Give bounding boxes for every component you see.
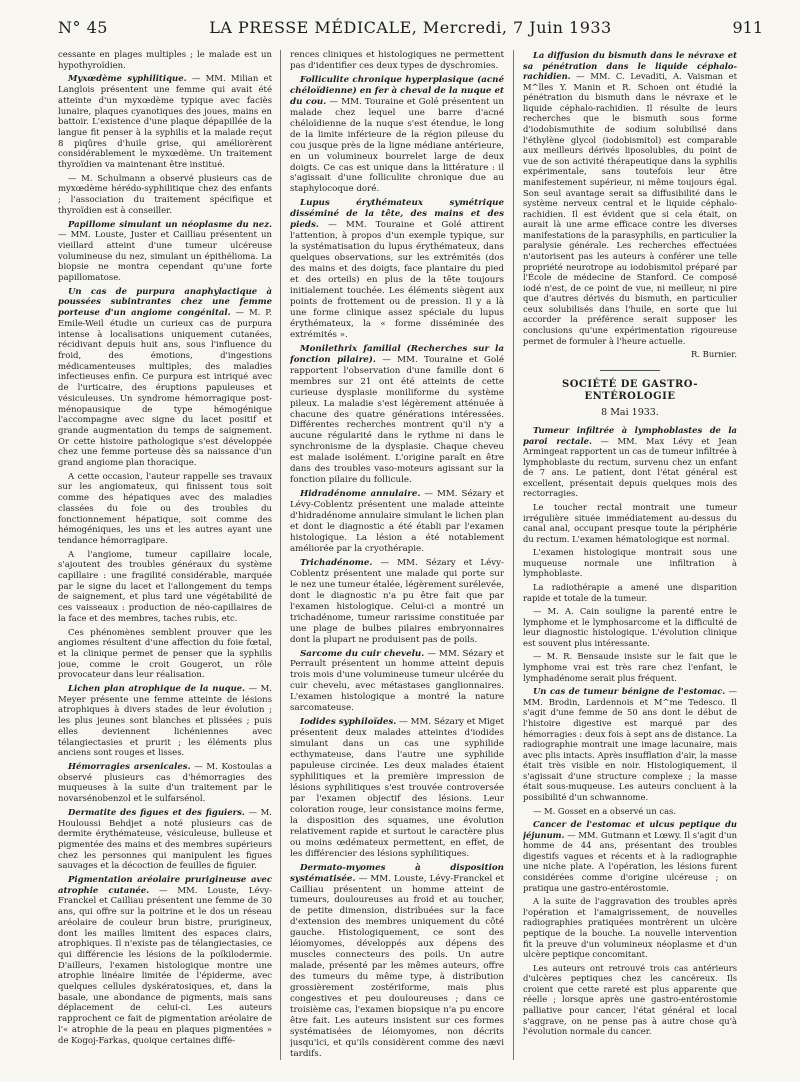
- article-title: Tumeur infiltrée à lymphoblastes de la paroi rectale.: [523, 424, 737, 446]
- article-pigmentation: [58, 875, 272, 1046]
- article-text: — MM. Touraine et Golé présentent un malade chez lequel une barre d'acné chéloïdienne de la nuque s'est étendue, le long de la limite inférieure de la région pileuse du cou jusque près de la ligne médiane antérieure, en un volumineux bourrelet large de deux doigts. Ce cas est unique dans la littérature : il s'agissait d'une folliculite chronique due au staphylocoque doré.: [290, 96, 504, 195]
- paragraph: — M. A. Cain souligne la parenté entre le lymphome et le lymphosarcome et la difficulté de leur diagnostic histologique. L'évolution clinique est souvent plus intéressante.: [523, 606, 737, 648]
- article-cancer-estomac: [523, 819, 737, 893]
- article-text: — MM. Sézary et Lévy-Coblentz présentent une malade atteinte d'hidradénome annulaire simulant le lichen plan et dont le diagnostic a été établi par l'examen histologique. La lésion a été notablement améliorée par la cryothérapie.: [290, 489, 504, 554]
- article-title: Lichen plan atrophique de la nuque.: [68, 684, 246, 695]
- article-title: Dermatite des figues et des figuiers.: [68, 807, 245, 818]
- article-title: Lupus érythémateux symétrique disséminé de la tête, des mains et des pieds.: [290, 198, 504, 231]
- article-title: Trichadénome.: [300, 557, 373, 568]
- column-2: [290, 50, 504, 1070]
- paragraph: — M. Schulmann a observé plusieurs cas de myxœdème hérédo-syphilitique chez des enfants ; l'association du traitement spécifique et thyroïdien est à conseiller.: [58, 173, 272, 216]
- journal-title: LA PRESSE MÉDICALE, Mercredi, 7 Juin 1933: [209, 18, 612, 37]
- article-title: Folliculite chronique hyperplasique (acné chéloïdienne) en fer à cheval de la nuque et du cou.: [290, 74, 504, 107]
- article-text: — M. Houloussi Behdjet a noté plusieurs cas de dermite érythémateuse, vésiculeuse, bulleuse et pigmentée des mains et des membres supérieurs chez les personnes qui manipulent les figues sauvages et la décoction de feuilles de figuier.: [58, 807, 272, 872]
- paragraph: La radiothérapie a amené une disparition rapide et totale de la tumeur.: [523, 582, 737, 603]
- paragraph: Ces phénomènes semblent prouver que les angiomes résultent d'une affection du foie fœtal, et la clinique permet de penser que la syphilis joue, comme le croit Gougerot, un rôle provocateur dans leur réalisation.: [58, 627, 272, 681]
- article-title: Iodides syphiloïdes.: [300, 717, 397, 728]
- article-text: — M. Kostoulas a observé plusieurs cas d'hémorragies des muqueuses à la suite d'un traitement par le novarsénobenzol et le sulfarsénol.: [58, 762, 272, 805]
- issue-number: N° 45: [58, 18, 108, 37]
- article-text: — MM. Sézary et Lévy-Coblentz présentent une malade qui porte sur le nez une tumeur étalée, légèrement surélevée, dont le diagnostic n'a pu être fait que par l'examen histologique. Celui-ci a montré un trichadénome, tumeur rarissime constituée par une plage de bulbes pilaires embryonnaires dont la plupart ne produisent pas de poils.: [290, 557, 504, 645]
- paragraph: A la suite de l'aggravation des troubles après l'opération et l'amaigrissement, de nouvelles radiographies pratiquées montrèrent un ulcère peptique de la bouche. La nouvelle intervention fit la preuve d'un volumineux néoplasme et d'un ulcère peptique concomitant.: [523, 896, 737, 960]
- article-myxoedeme: [58, 74, 272, 170]
- paragraph: A cette occasion, l'auteur rappelle ses travaux sur les angiomateux, qui finissent tous soit comme des hépatiques avec des maladies classées du foie ou des troubles du fonctionnement hépatique, soit comme des hémogéniques, les uns et les autres ayant une tendance hémorragipare.: [58, 471, 272, 546]
- author-signature: R. Burnier.: [691, 349, 737, 360]
- article-lupus: [290, 198, 504, 340]
- article-hemorragies: [58, 762, 272, 805]
- article-text: — MM. Louste, Lévy-Franckel et Cailliau présentent une femme de 30 ans, qui offre sur la poitrine et le dos un réseau aréolaire de couleur brun bistre, prurigineux, dont les mailles limitent des espaces clairs, atrophiques. Il n'existe pas de télangiectasies, ce qui différencie les lésions de la poïkilodermie. D'ailleurs, l'examen histologique montre une atrophie linéaire limitée de l'épiderme, avec quelques cellules dyskératosiques, et, dans la basale, une abondance de pigments, mais sans déplacement de celui-ci. Les auteurs rapprochent ce fait de pigmentation aréolaire de l'« atrophie de la peau en plaques pigmentées » de Kogoj-Farkas, quoique certaines diffé-: [58, 885, 272, 1046]
- article-trichadenome: [290, 558, 504, 646]
- article-tumeur-estomac: [523, 686, 737, 802]
- article-tumeur-rectale: [523, 425, 737, 499]
- article-papillome: [58, 220, 272, 284]
- article-text: — MM. Milian et Langlois présentent une femme qui avait été atteinte d'un myxœdème typique avec faciès lunaire, plaques cyanotiques des joues, mains en battoir. L'existence d'une plaque dépapillée de la langue fit penser à la syphilis et la malade reçut 8 piqûres d'huile grise, qui améliorèrent considérablement le myxœdème. Un traitement thyroïdien va maintenant être institué.: [58, 74, 272, 171]
- paragraph: L'examen histologique montrait sous une muqueuse normale une infiltration à lymphoblaste.: [523, 547, 737, 579]
- article-title: Papillome simulant un néoplasme du nez.: [68, 219, 272, 230]
- article-lichen: [58, 684, 272, 759]
- paragraph: rences cliniques et histologiques ne permettent pas d'identifier ces deux types de dyschromies.: [290, 50, 504, 71]
- paragraph: — M. R. Bensaude insiste sur le fait que le lymphome vrai est très rare chez l'enfant, le lymphadénome serait plus fréquent.: [523, 651, 737, 683]
- paragraph: cessante en plages multiples ; le malade est un hypothyroïdien.: [58, 50, 272, 71]
- column-divider: [280, 50, 281, 1060]
- paragraph: A l'angiome, tumeur capillaire locale, s'ajoutent des troubles généraux du système capillaire : une fragilité considérable, marquée par le signe du lacet et l'allongement du temps de saignement, et plus tard une végétabilité de ces vaisseaux : production de néo-capillaires de la face et des membres, taches rubis, etc.: [58, 549, 272, 624]
- article-monilethrix: [290, 344, 504, 486]
- section-divider: [600, 370, 660, 371]
- article-text: — MM. Touraine et Golé rapportent l'observation d'une famille dont 6 membres sur 21 ont été atteints de cette curieuse dysplasie moniliforme du système pileux. La maladie s'est légèrement atténuée à chacune des quatre générations intéressées. Différentes recherches montrent qu'il n'y a aucune régularité dans le rythme ni dans le synchronisme de la dysplasie. Chaque cheveu est malade isolément. L'origine paraît en être dans des troubles vaso-moteurs agissant sur la fonction pilaire du follicule.: [290, 354, 504, 486]
- section-date: 8 Mai 1933.: [601, 406, 659, 418]
- article-hidradenome: [290, 489, 504, 555]
- article-title: Un cas de purpura anaphylactique à poussées subintrantes chez une femme porteuse d'un angiome congénital.: [58, 286, 272, 319]
- page-number: 911: [732, 18, 763, 37]
- paragraph: Les auteurs ont retrouvé trois cas antérieurs d'ulcères peptiques chez les cancéreux. Ils croient que cette rareté est plus apparente que réelle ; lorsque après une gastro-entérostomie palliative pour cancer, l'état général et local s'aggrave, on ne pense pas à autre chose qu'à l'évolution normale du cancer.: [523, 962, 737, 1037]
- article-title: Sarcome du cuir chevelu.: [300, 648, 425, 659]
- article-text: — MM. C. Levaditi, A. Vaisman et M^lles Y. Manin et R. Schoen ont étudié la pénétration du bismuth dans le névraxe et le liquide céphalo-rachidien. Il résulte de leurs recherches que le bismuth sous forme d'iodobismuthite de sodium solubilisé dans l'éthylène glycol (iodobismitol) est comparable aux meilleurs dérivés liposolubles, du point de vue de son activité thérapeutique dans la syphilis expérimentale, sans toutefois leur être manifestement supérieur, ni même toujours égal. Son seul avantage serait sa diffusibilité dans le système nerveux central et le liquide céphalo-rachidien. Il est évident que si cela était, on aurait là une arme efficace contre les diverses manifestations de la parasyphilis, en particulier la paralysie générale. Les recherches effectuées n'autorisent pas les auteurs à conférer une telle propriété neurotrope au iodobismitol préparé par l'École de médecine de Stanford. Ce composé iodé n'est, de ce point de vue, ni meilleur, ni pire que d'autres dérivés du bismuth, en particulier ceux solubilisés dans l'huile, en sorte que lui accorder la préférence serait supposer les conclusions qu'une expérimentation rigoureuse permet de formuler à l'heure actuelle.: [523, 71, 737, 346]
- page-header: [58, 18, 763, 40]
- article-dermato-myomes: [290, 863, 504, 1060]
- article-text: — MM. Louste, Lévy-Franckel et Cailliau présentent un homme atteint de tumeurs, douloureuses au froid et au toucher, de petite dimension, distribuées sur la face d'extension des membres uniquement du côté gauche. Histologiquement, ce sont des léiomyomes, développés aux dépens des muscles connecteurs des poils. Un autre malade, présenté par les mêmes auteurs, offre des tumeurs du même type, à distribution grossièrement zostériforme, mais plus congestives et peu douloureuses ; dans ce troisième cas, l'examen biopsique n'a pu encore être fait. Les auteurs insistent sur ces formes systématisées de léiomyomes, non décrits jusqu'ici, et qu'ils considèrent comme des nævi tardifs.: [290, 873, 504, 1059]
- article-text: — MM. Sézary et Perrault présentent un homme atteint depuis trois mois d'une volumineuse tumeur ulcérée du cuir chevelu, avec métastases ganglionnaires. L'examen histologique a montré la nature sarcomateuse.: [290, 648, 504, 714]
- article-text: — M. P. Emile-Weil étudie un curieux cas de purpura intense à localisations uniquement cutanées, récidivant depuis huit ans, sous l'influence du froid, des émotions, d'ingestions médicamenteuses multiples, des maladies infectieuses enfin. Ce purpura est intriqué avec de l'urticaire, des éruptions papuleuses et vésiculeuses. Un syndrome hémorragique post-ménopausique de type hémogénique l'accompagne avec signe du lacet positif et grande augmentation du temps de saignement. Or cette histoire pathologique s'est développée chez une femme porteuse dès sa naissance d'un grand angiome plan thoracique.: [58, 308, 272, 469]
- article-text: — MM. Louste, Juster et Cailliau présentent un vieillard atteint d'une tumeur ulcéreuse volumineuse du nez, simulant un épithélioma. La biopsie ne montra cependant qu'une forte papillomatose.: [58, 230, 272, 284]
- article-bismuth: [523, 50, 737, 346]
- article-title: La diffusion du bismuth dans le névraxe et sa pénétration dans le liquide céphalo-rachidien.: [523, 50, 737, 82]
- column-3: [523, 50, 737, 1070]
- article-title: Dermato-myomes à disposition systématisée.: [290, 862, 504, 884]
- article-dermatite: [58, 808, 272, 872]
- article-text: — MM. Touraine et Golé attirent l'attention, à propos d'un exemple typique, sur la systématisation du lupus érythémateux, dans quelques observations, sur les extrémités (dos des mains et des doigts, face plantaire du pied et des orteils) en plus de la tête toujours initialement touchée. Les éléments siègent aux points de frottement ou de pression. Il y a là une forme clinique assez spéciale du lupus érythémateux, la « forme disséminée des extrémités ».: [290, 220, 504, 340]
- article-text: — MM. Gutmann et Lœwy. Il s'agit d'un homme de 44 ans, présentant des troubles digestifs vagues et récents et à la radiographie une niche plate. A l'opération, les lésions furent considérées comme d'origine ulcéreuse ; on pratiqua une gastro-entérostomie.: [523, 829, 737, 893]
- article-title: Un cas de tumeur bénigne de l'estomac.: [533, 686, 726, 697]
- article-text: — MM. Brodin, Lardennois et M^me Tedesco. Il s'agit d'une femme de 50 ans dont le début de l'histoire digestive est marqué par des hémorragies : deux fois à sept ans de distance. La radiographie montrait une image lacunaire, mais avec plis intacts. Après insufflation d'air, la masse était très visible en noir. Histologiquement, il s'agissait d'une structure complexe ; la masse était sous-muqueuse. Les auteurs concluent à la possibilité d'un schwannome.: [523, 686, 737, 802]
- article-title: Monilethrix familial (Recherches sur la fonction pilaire).: [290, 343, 504, 365]
- column-divider: [513, 50, 514, 1060]
- section-title: SOCIÉTÉ DE GASTRO-ENTÉROLOGIE: [561, 378, 698, 403]
- article-purpura: [58, 287, 272, 469]
- paragraph: — M. Gosset en a observé un cas.: [533, 805, 677, 816]
- article-title: Cancer de l'estomac et ulcus peptique du jéjunum.: [523, 819, 737, 840]
- article-title: Pigmentation aréolaire prurigineuse avec atrophie cutanée.: [58, 875, 272, 896]
- article-folliculite: [290, 75, 504, 195]
- article-text: — MM. Max Lévy et Jean Armingeat rapportent un cas de tumeur infiltrée à lymphoblaste du rectum, survenu chez un enfant de 7 ans. Le patient, dont l'état général est excellent, présentait depuis quelques mois des rectorragies.: [523, 435, 737, 499]
- article-title: Myxœdème syphilitique.: [68, 74, 187, 85]
- article-title: Hidradénome annulaire.: [300, 489, 421, 500]
- article-text: — M. Meyer présente une femme atteinte de lésions atrophiques à divers stades de leur évolution ; les plus jeunes sont blanches et plissées ; puis elles deviennent lichéniennes avec télangiectasies et prurit ; les éléments plus anciens sont rouges et lisses.: [58, 684, 272, 759]
- article-title: Hémorragies arsenicales.: [68, 762, 191, 772]
- article-sarcome: [290, 649, 504, 715]
- column-1: [58, 50, 272, 1070]
- article-text: — MM. Sézary et Miget présentent deux malades atteintes d'iodides simulant dans un cas une syphilide ecthymateuse, dans l'autre une syphilide papuleuse circinée. Les deux malades étaient syphilitiques et la première impression de lésions syphilitiques s'est trouvée controversée par l'examen objectif des lésions. Leur coloration rouge, leur consistance moins ferme, la disposition des squames, une évolution relativement rapide et surtout le caractère plus ou moins œdémateux permettent, en effet, de les différencier des lésions syphilitiques.: [290, 717, 504, 859]
- article-iodides: [290, 717, 504, 859]
- paragraph: Le toucher rectal montrait une tumeur irrégulière située immédiatement au-dessus du canal anal, occupant presque toute la périphérie du rectum. L'examen hématologique est normal.: [523, 501, 737, 544]
